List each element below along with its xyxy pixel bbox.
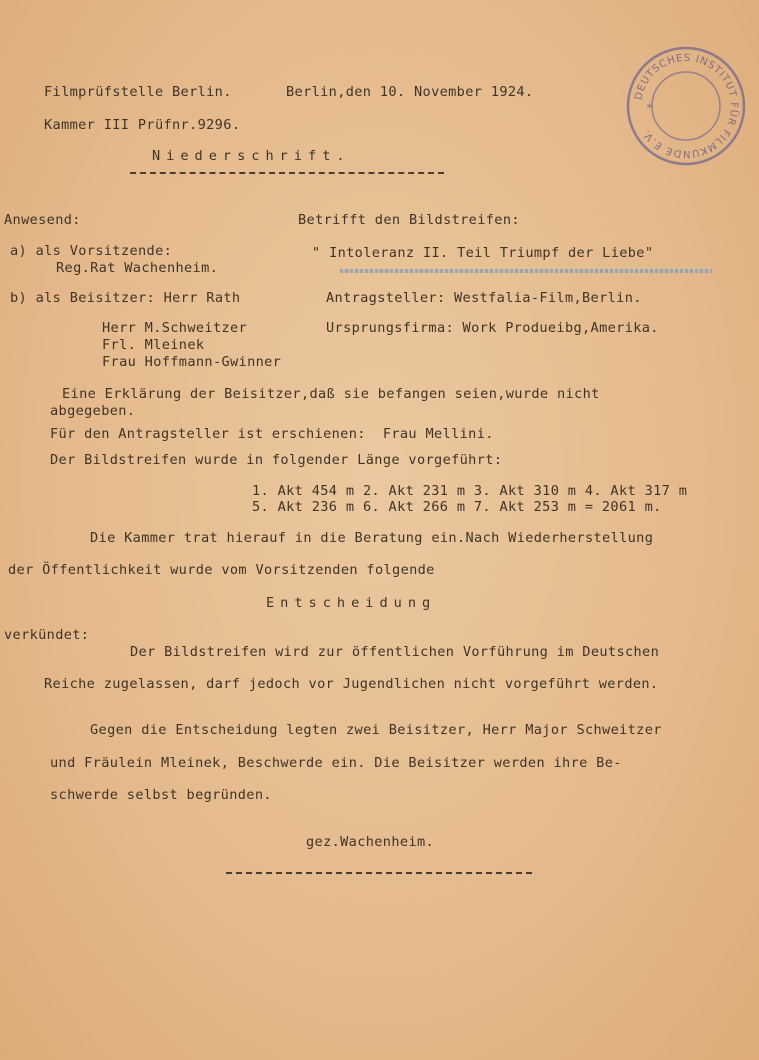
appeared-statement: Für den Antragsteller ist erschienen: Frau Mellini. [50, 426, 494, 442]
issuing-authority: Filmprüfstelle Berlin. [44, 84, 232, 100]
present-label: Anwesend: [4, 212, 81, 228]
title-underline [130, 172, 444, 174]
film-title-underline [340, 269, 712, 273]
svg-text:DEUTSCHES INSTITUT FÜR FILMKUN: DEUTSCHES INSTITUT FÜR FILMKUNDE E.V. [633, 52, 740, 160]
assessor-name: Herr M.Schweitzer [102, 320, 248, 336]
decision-line: Reiche zugelassen, darf jedoch vor Jugendlichen nicht vorgeführt werden. [44, 676, 659, 692]
declaration-line: abgegeben. [50, 403, 136, 419]
applicant: Antragsteller: Westfalia-Film,Berlin. [326, 290, 642, 306]
decision-heading: Entscheidung [266, 595, 437, 611]
act-lengths-line: 5. Akt 236 m 6. Akt 266 m 7. Akt 253 m = 2061 m. [252, 499, 662, 515]
assessors-label: b) als Beisitzer: Herr Rath [10, 290, 241, 306]
length-intro: Der Bildstreifen wurde in folgender Länge vorgeführt: [50, 452, 503, 468]
appeal-line: Gegen die Entscheidung legten zwei Beisitzer, Herr Major Schweitzer [90, 722, 662, 738]
appeal-line: und Fräulein Mleinek, Beschwerde ein. Die Beisitzer werden ihre Be- [50, 755, 622, 771]
film-title: " Intoleranz II. Teil Triumpf der Liebe" [312, 245, 654, 261]
declaration-line: Eine Erklärung der Beisitzer,daß sie befangen seien,wurde nicht [62, 386, 600, 402]
act-lengths-line: 1. Akt 454 m 2. Akt 231 m 3. Akt 310 m 4. Akt 317 m [252, 483, 688, 499]
signature: gez.Wachenheim. [306, 834, 435, 850]
subject-label: Betrifft den Bildstreifen: [298, 212, 520, 228]
decision-line: Der Bildstreifen wird zur öffentlichen Vorführung im Deutschen [130, 644, 660, 660]
appeal-line: schwerde selbst begründen. [50, 787, 272, 803]
chamber-number: Kammer III Prüfnr.9296. [44, 117, 241, 133]
signature-rule [226, 872, 532, 874]
svg-text:*: * [646, 101, 654, 115]
assessor-name: Frl. Mleinek [102, 337, 205, 353]
deliberation-line: der Öffentlichkeit wurde vom Vorsitzenden folgende [8, 562, 435, 578]
origin-company: Ursprungsfirma: Work Produeibg,Amerika. [326, 320, 659, 336]
chair-name: Reg.Rat Wachenheim. [56, 260, 219, 276]
place-and-date: Berlin,den 10. November 1924. [286, 84, 534, 100]
deliberation-line: Die Kammer trat hierauf in die Beratung ein.Nach Wiederherstellung [90, 530, 654, 546]
chair-label: a) als Vorsitzende: [10, 243, 173, 259]
assessor-name: Frau Hoffmann-Gwinner [102, 354, 282, 370]
announced-label: verkündet: [4, 627, 90, 643]
document-title: Niederschrift. [152, 148, 351, 164]
institute-stamp [624, 44, 748, 168]
